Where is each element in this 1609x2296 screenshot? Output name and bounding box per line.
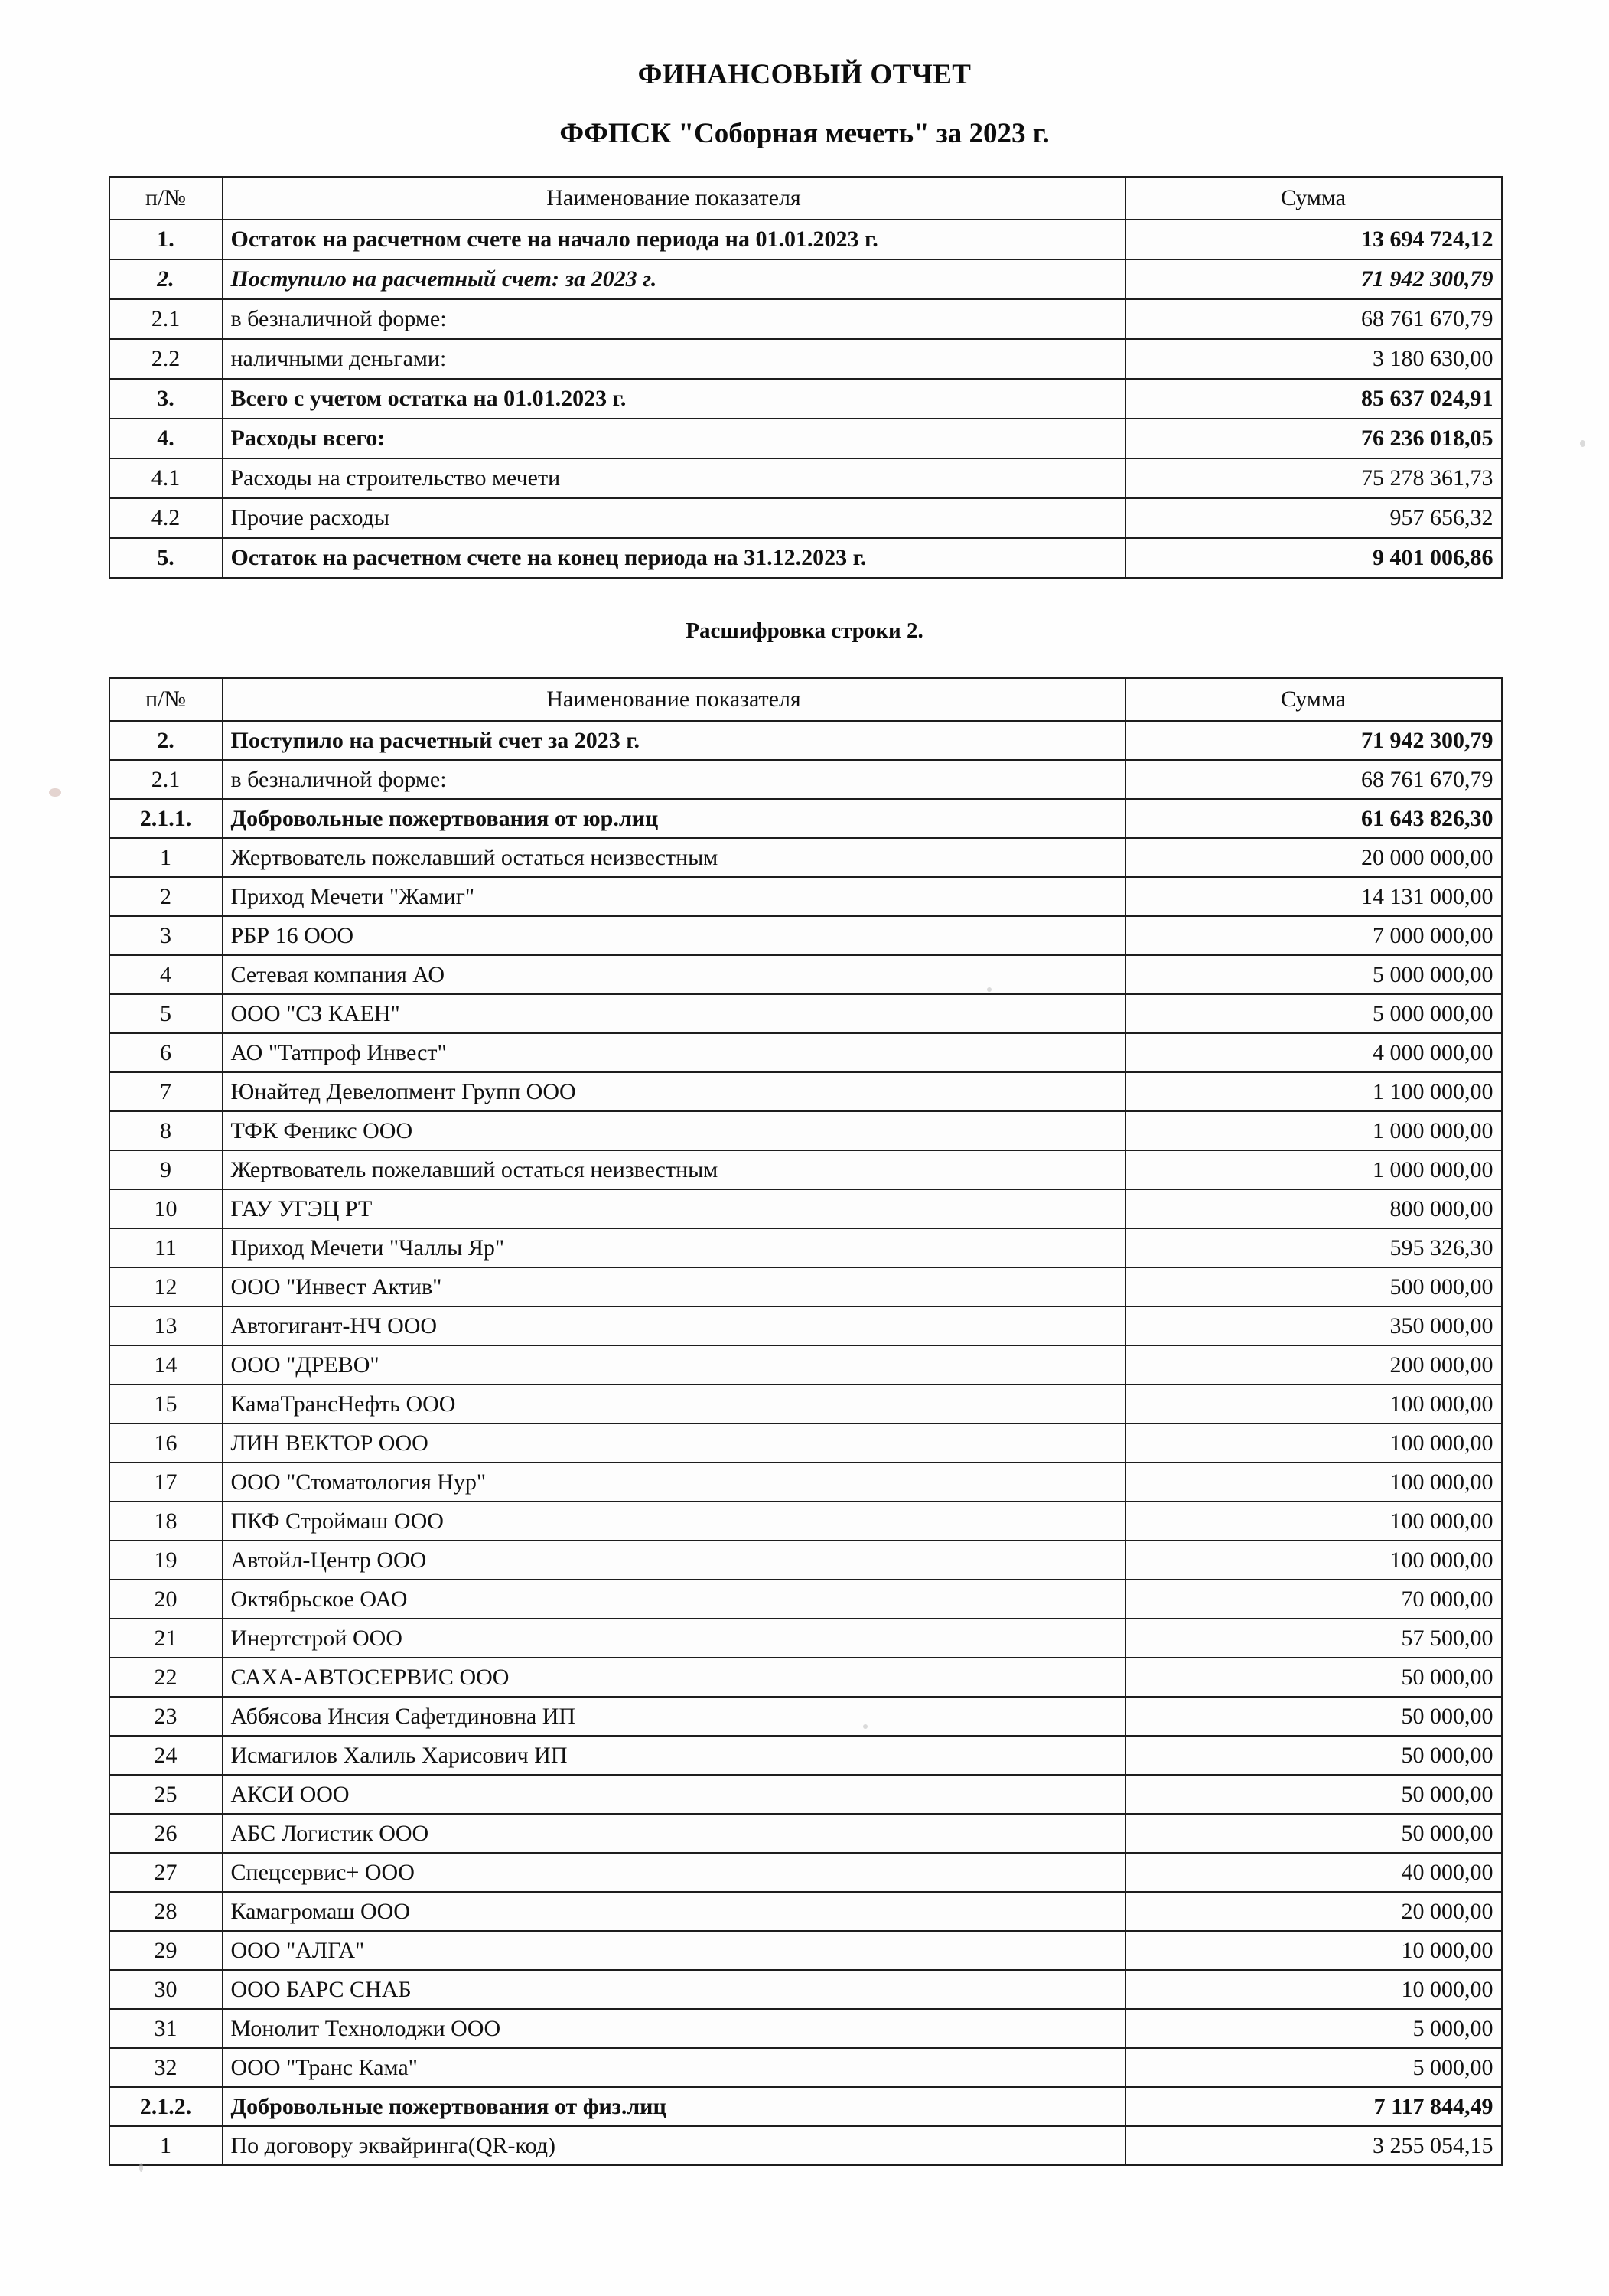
row-sum-cell: 76 236 018,05 [1125,419,1502,458]
row-name-cell: ГАУ УГЭЦ РТ [223,1189,1125,1228]
detail-table-head [109,678,1502,721]
row-name-cell: Камагромаш ООО [223,1892,1125,1931]
table-row [109,1424,1502,1463]
row-sum-cell: 100 000,00 [1125,1502,1502,1541]
row-number-cell: 2 [109,877,223,916]
row-sum-cell: 5 000 000,00 [1125,955,1502,994]
column-header-name: Наименование показателя [223,678,1125,721]
summary-table-body [109,220,1502,578]
row-sum-cell: 100 000,00 [1125,1384,1502,1424]
row-sum-cell: 14 131 000,00 [1125,877,1502,916]
table-row [109,419,1502,458]
table-row [109,1502,1502,1541]
table-row [109,2087,1502,2126]
row-number-cell: 32 [109,2048,223,2087]
row-number-cell: 27 [109,1853,223,1892]
row-name-cell: Жертвователь пожелавший остаться неизвестным [223,838,1125,877]
row-number-cell: 2.1 [109,299,223,339]
row-name-cell: в безналичной форме: [223,299,1125,339]
table-row [109,1775,1502,1814]
row-number-cell: 4.1 [109,458,223,498]
row-number-cell: 1. [109,220,223,259]
row-name-cell: ЛИН ВЕКТОР ООО [223,1424,1125,1463]
row-sum-cell: 20 000 000,00 [1125,838,1502,877]
row-name-cell: Октябрьское ОАО [223,1580,1125,1619]
row-sum-cell: 70 000,00 [1125,1580,1502,1619]
column-header-sum: Сумма [1125,678,1502,721]
row-sum-cell: 9 401 006,86 [1125,538,1502,578]
row-number-cell: 7 [109,1072,223,1111]
table-row [109,1970,1502,2009]
row-number-cell: 24 [109,1736,223,1775]
row-number-cell: 4 [109,955,223,994]
row-number-cell: 13 [109,1306,223,1345]
table-row [109,1384,1502,1424]
row-name-cell: ООО "Транс Кама" [223,2048,1125,2087]
table-row [109,955,1502,994]
row-name-cell: ООО БАРС СНАБ [223,1970,1125,2009]
summary-table-wrap [109,176,1501,579]
table-row [109,838,1502,877]
row-name-cell: Остаток на расчетном счете на конец периода на 31.12.2023 г. [223,538,1125,578]
table-row [109,1619,1502,1658]
row-number-cell: 6 [109,1033,223,1072]
row-number-cell: 18 [109,1502,223,1541]
row-name-cell: Жертвователь пожелавший остаться неизвестным [223,1150,1125,1189]
row-sum-cell: 50 000,00 [1125,1736,1502,1775]
row-number-cell: 25 [109,1775,223,1814]
table-row [109,1033,1502,1072]
row-number-cell: 30 [109,1970,223,2009]
column-header-number: п/№ [109,678,223,721]
row-sum-cell: 57 500,00 [1125,1619,1502,1658]
row-number-cell: 22 [109,1658,223,1697]
detail-table-wrap [109,677,1501,2166]
table-row [109,538,1502,578]
row-name-cell: АБС Логистик ООО [223,1814,1125,1853]
row-number-cell: 3. [109,379,223,419]
row-name-cell: наличными деньгами: [223,339,1125,379]
row-name-cell: Юнайтед Девелопмент Групп ООО [223,1072,1125,1111]
row-name-cell: КамаТрансНефть ООО [223,1384,1125,1424]
scan-speck [1580,440,1585,447]
table-row [109,1814,1502,1853]
row-sum-cell: 7 117 844,49 [1125,2087,1502,2126]
row-name-cell: РБР 16 ООО [223,916,1125,955]
row-sum-cell: 957 656,32 [1125,498,1502,538]
row-sum-cell: 40 000,00 [1125,1853,1502,1892]
table-row [109,799,1502,838]
row-sum-cell: 50 000,00 [1125,1814,1502,1853]
row-name-cell: По договору эквайринга(QR-код) [223,2126,1125,2165]
row-sum-cell: 100 000,00 [1125,1541,1502,1580]
row-name-cell: ООО "Инвест Актив" [223,1267,1125,1306]
table-row [109,1658,1502,1697]
row-sum-cell: 85 637 024,91 [1125,379,1502,419]
row-name-cell: ООО "ДРЕВО" [223,1345,1125,1384]
table-row [109,1150,1502,1189]
row-name-cell: Автойл-Центр ООО [223,1541,1125,1580]
row-number-cell: 2.1.2. [109,2087,223,2126]
row-number-cell: 23 [109,1697,223,1736]
row-name-cell: ПКФ Строймаш ООО [223,1502,1125,1541]
row-number-cell: 16 [109,1424,223,1463]
row-number-cell: 4. [109,419,223,458]
table-row [109,379,1502,419]
table-row [109,2048,1502,2087]
row-sum-cell: 68 761 670,79 [1125,299,1502,339]
row-sum-cell: 10 000,00 [1125,1970,1502,2009]
column-header-sum: Сумма [1125,177,1502,220]
row-sum-cell: 50 000,00 [1125,1658,1502,1697]
row-number-cell: 31 [109,2009,223,2048]
row-sum-cell: 7 000 000,00 [1125,916,1502,955]
row-sum-cell: 50 000,00 [1125,1697,1502,1736]
row-number-cell: 2.1.1. [109,799,223,838]
table-row [109,1580,1502,1619]
row-name-cell: ООО "СЗ КАЕН" [223,994,1125,1033]
row-name-cell: Аббясова Инсия Сафетдиновна ИП [223,1697,1125,1736]
summary-table [109,176,1503,579]
table-row [109,1228,1502,1267]
summary-table-head [109,177,1502,220]
table-row [109,339,1502,379]
table-row [109,877,1502,916]
table-row [109,299,1502,339]
row-name-cell: АКСИ ООО [223,1775,1125,1814]
table-row [109,498,1502,538]
row-number-cell: 3 [109,916,223,955]
row-name-cell: Поступило на расчетный счет за 2023 г. [223,721,1125,760]
row-name-cell: Приход Мечети "Чаллы Яр" [223,1228,1125,1267]
row-name-cell: Сетевая компания АО [223,955,1125,994]
row-number-cell: 19 [109,1541,223,1580]
table-row [109,458,1502,498]
row-name-cell: Добровольные пожертвования от физ.лиц [223,2087,1125,2126]
row-sum-cell: 50 000,00 [1125,1775,1502,1814]
row-sum-cell: 71 942 300,79 [1125,259,1502,299]
row-number-cell: 17 [109,1463,223,1502]
row-name-cell: Автогигант-НЧ ООО [223,1306,1125,1345]
row-sum-cell: 75 278 361,73 [1125,458,1502,498]
row-sum-cell: 61 643 826,30 [1125,799,1502,838]
table-row [109,1541,1502,1580]
row-sum-cell: 10 000,00 [1125,1931,1502,1970]
row-number-cell: 8 [109,1111,223,1150]
row-name-cell: Добровольные пожертвования от юр.лиц [223,799,1125,838]
row-number-cell: 29 [109,1931,223,1970]
row-sum-cell: 3 180 630,00 [1125,339,1502,379]
row-number-cell: 9 [109,1150,223,1189]
row-number-cell: 20 [109,1580,223,1619]
row-name-cell: Спецсервис+ ООО [223,1853,1125,1892]
row-number-cell: 12 [109,1267,223,1306]
table-row [109,994,1502,1033]
row-name-cell: АО "Татпроф Инвест" [223,1033,1125,1072]
row-sum-cell: 4 000 000,00 [1125,1033,1502,1072]
row-number-cell: 5. [109,538,223,578]
detail-table-body [109,721,1502,2165]
table-row [109,2009,1502,2048]
row-number-cell: 21 [109,1619,223,1658]
row-sum-cell: 5 000 000,00 [1125,994,1502,1033]
row-name-cell: САХА-АВТОСЕРВИС ООО [223,1658,1125,1697]
table-row [109,1267,1502,1306]
row-sum-cell: 3 255 054,15 [1125,2126,1502,2165]
row-number-cell: 4.2 [109,498,223,538]
table-row [109,1463,1502,1502]
row-number-cell: 14 [109,1345,223,1384]
table-row [109,1345,1502,1384]
row-sum-cell: 5 000,00 [1125,2048,1502,2087]
row-name-cell: ТФК Феникс ООО [223,1111,1125,1150]
table-row [109,1111,1502,1150]
row-sum-cell: 100 000,00 [1125,1463,1502,1502]
row-number-cell: 15 [109,1384,223,1424]
table-row [109,259,1502,299]
row-number-cell: 2.2 [109,339,223,379]
table-header-row [109,678,1502,721]
row-sum-cell: 500 000,00 [1125,1267,1502,1306]
table-row [109,1853,1502,1892]
page-subtitle: ФФПСК "Соборная мечеть" за 2023 г. [559,118,1050,149]
row-number-cell: 2.1 [109,760,223,799]
row-number-cell: 1 [109,838,223,877]
table-row [109,220,1502,259]
row-sum-cell: 350 000,00 [1125,1306,1502,1345]
row-sum-cell: 595 326,30 [1125,1228,1502,1267]
row-sum-cell: 100 000,00 [1125,1424,1502,1463]
row-number-cell: 2. [109,721,223,760]
row-number-cell: 11 [109,1228,223,1267]
row-sum-cell: 200 000,00 [1125,1345,1502,1384]
row-sum-cell: 68 761 670,79 [1125,760,1502,799]
table-row [109,2126,1502,2165]
row-number-cell: 26 [109,1814,223,1853]
row-sum-cell: 20 000,00 [1125,1892,1502,1931]
table-row [109,1736,1502,1775]
row-sum-cell: 1 000 000,00 [1125,1111,1502,1150]
row-name-cell: ООО "Стоматология Нур" [223,1463,1125,1502]
table-row [109,1306,1502,1345]
table-row [109,721,1502,760]
detail-table [109,677,1503,2166]
table-row [109,1189,1502,1228]
column-header-number: п/№ [109,177,223,220]
row-name-cell: в безналичной форме: [223,760,1125,799]
table-row [109,916,1502,955]
page-title: ФИНАНСОВЫЙ ОТЧЕТ [637,59,972,90]
table-row [109,1072,1502,1111]
row-sum-cell: 800 000,00 [1125,1189,1502,1228]
row-name-cell: Поступило на расчетный счет: за 2023 г. [223,259,1125,299]
row-sum-cell: 71 942 300,79 [1125,721,1502,760]
row-name-cell: Исмагилов Халиль Харисович ИП [223,1736,1125,1775]
row-name-cell: Всего с учетом остатка на 01.01.2023 г. [223,379,1125,419]
table-row [109,1931,1502,1970]
row-name-cell: ООО "АЛГА" [223,1931,1125,1970]
row-name-cell: Расходы всего: [223,419,1125,458]
column-header-name: Наименование показателя [223,177,1125,220]
section-title: Расшифровка строки 2. [686,618,923,643]
row-name-cell: Прочие расходы [223,498,1125,538]
row-sum-cell: 13 694 724,12 [1125,220,1502,259]
table-header-row [109,177,1502,220]
row-sum-cell: 5 000,00 [1125,2009,1502,2048]
row-sum-cell: 1 100 000,00 [1125,1072,1502,1111]
row-number-cell: 1 [109,2126,223,2165]
table-row [109,1892,1502,1931]
row-name-cell: Расходы на строительство мечети [223,458,1125,498]
row-number-cell: 28 [109,1892,223,1931]
row-number-cell: 2. [109,259,223,299]
table-row [109,1697,1502,1736]
row-sum-cell: 1 000 000,00 [1125,1150,1502,1189]
row-name-cell: Остаток на расчетном счете на начало периода на 01.01.2023 г. [223,220,1125,259]
row-name-cell: Монолит Технолоджи ООО [223,2009,1125,2048]
table-row [109,760,1502,799]
row-name-cell: Приход Мечети "Жамиг" [223,877,1125,916]
row-number-cell: 5 [109,994,223,1033]
scan-smudge [49,788,61,797]
row-name-cell: Инертстрой ООО [223,1619,1125,1658]
row-number-cell: 10 [109,1189,223,1228]
